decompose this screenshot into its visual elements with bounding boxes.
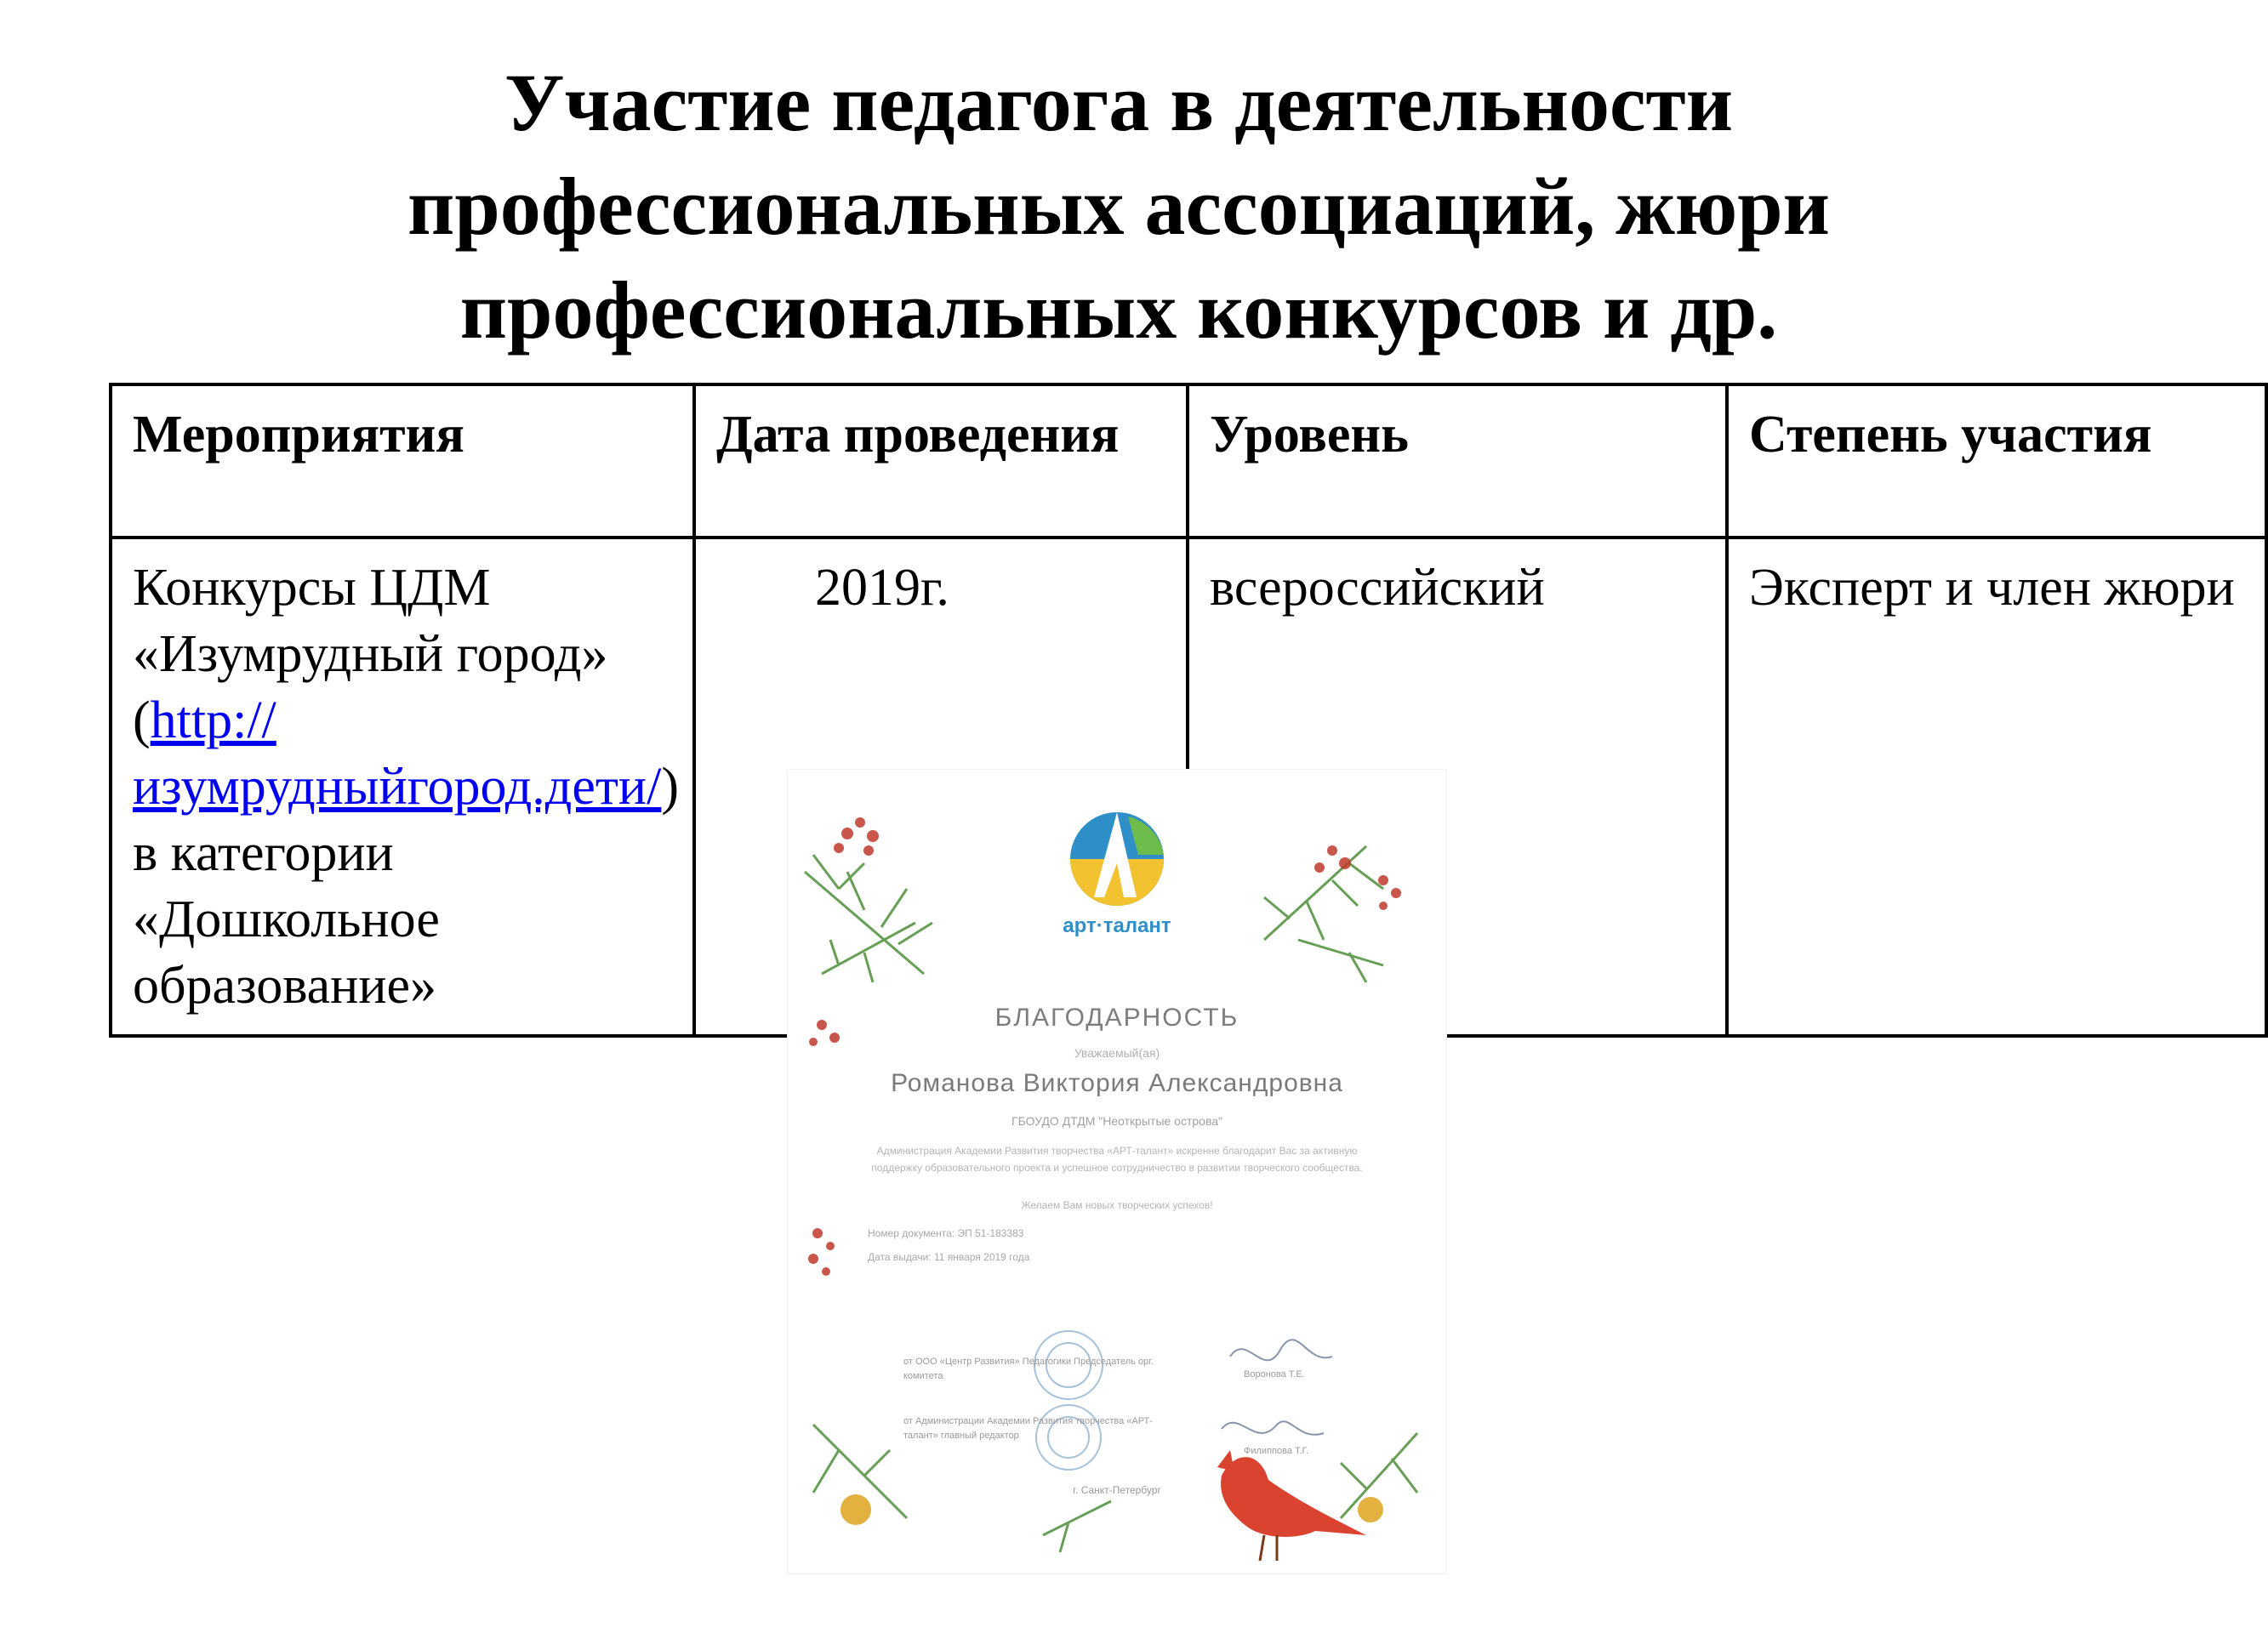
title-line: Участие педагога в деятельности bbox=[504, 57, 1734, 148]
certificate-salutation: Уважаемый(ая) bbox=[1074, 1046, 1160, 1060]
certificate-recipient-name: Романова Виктория Александровна bbox=[891, 1069, 1343, 1097]
certificate-doc-number: Номер документа: ЭП 51-183383 bbox=[868, 1227, 1024, 1239]
column-header-level: Уровень bbox=[1188, 384, 1727, 538]
column-header-event: Мероприятия bbox=[111, 384, 694, 538]
stamp-icon bbox=[1034, 1331, 1103, 1470]
cell-level: всероссийский bbox=[1188, 538, 1727, 1036]
certificate-image bbox=[788, 770, 1446, 1573]
title-line: профессиональных конкурсов и др. bbox=[459, 265, 1778, 356]
date-value: 2019г. bbox=[815, 559, 949, 617]
cell-event bbox=[111, 538, 694, 1036]
ornament-ball-icon bbox=[841, 1494, 871, 1525]
event-text-pre: Конкурсы ЦДМ «Изумрудный город» ( bbox=[133, 559, 608, 749]
certificate-city: г. Санкт-Петербург bbox=[1073, 1484, 1161, 1496]
certificate-wish: Желаем Вам новых творческих успехов! bbox=[1021, 1199, 1213, 1211]
table-header-row bbox=[111, 384, 2266, 538]
certificate-text: Администрация Академии Развития творчества «АРТ-талант» искренне благодарит Вас за активную поддержку образовательного проекта и успешное сотрудничество в развитии творческого сообщества. bbox=[871, 1145, 1363, 1174]
certificate-signer-2: от Администрации Академии Развития творчества «АРТ-талант» главный редактор bbox=[903, 1416, 1153, 1441]
title-line: профессиональных ассоциаций, жюри bbox=[407, 161, 1830, 252]
event-link[interactable]: http://изумрудныйгород.дети/ bbox=[133, 691, 662, 816]
certificate-doc-date: Дата выдачи: 11 января 2019 года bbox=[868, 1251, 1030, 1263]
certificate-title: БЛАГОДАРНОСТЬ bbox=[994, 1004, 1239, 1032]
ornament-ball-icon bbox=[1358, 1497, 1383, 1522]
page-title bbox=[170, 51, 2067, 362]
certificate-signer-2-name: Филиппова Т.Г. bbox=[1244, 1446, 1309, 1456]
certificate-signer-1-name: Воронова Т.Е. bbox=[1244, 1369, 1305, 1380]
column-header-role: Степень участия bbox=[1727, 384, 2266, 538]
certificate-signer-1: от ООО «Центр Развития» Педагогики Председатель орг. комитета bbox=[903, 1357, 1154, 1381]
certificate-organization: ГБОУДО ДТДМ "Неоткрытые острова" bbox=[1011, 1114, 1222, 1128]
art-talant-logo-icon bbox=[1070, 812, 1164, 906]
certificate-logo-text: арт·талант bbox=[1063, 914, 1171, 937]
cell-role: Эксперт и член жюри bbox=[1727, 538, 2266, 1036]
signature-icon bbox=[1222, 1340, 1332, 1435]
event-text-post: ) в категории «Дошкольное образование» bbox=[133, 758, 679, 1015]
column-header-date: Дата проведения bbox=[694, 384, 1188, 538]
